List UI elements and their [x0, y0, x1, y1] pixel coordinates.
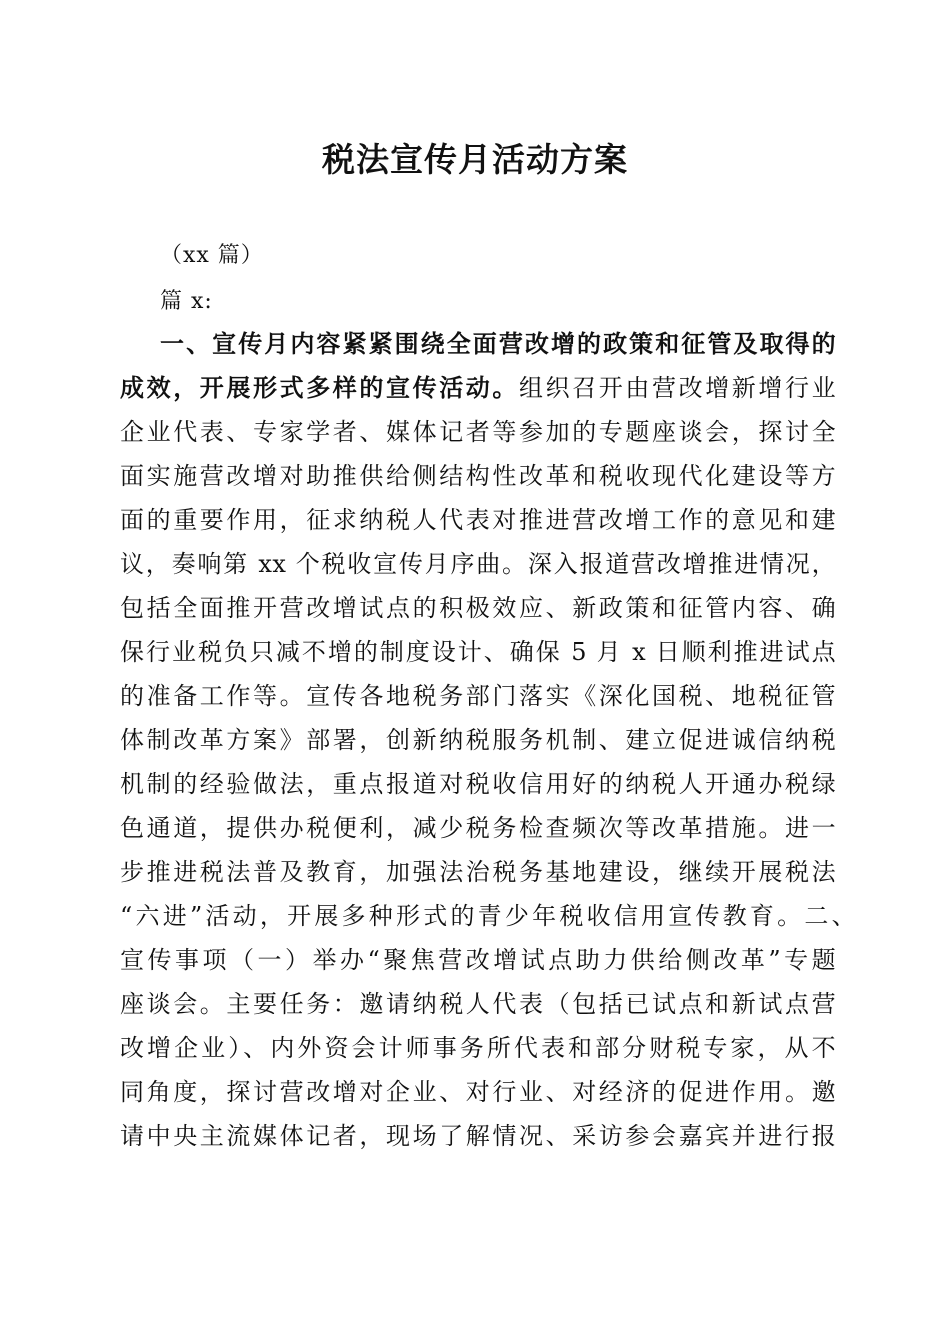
- text-line: 包括全面推开营改增试点的积极效应、新政策和征管内容、确: [120, 594, 836, 622]
- text-line: 宣传事项（一）举办“聚焦营改增试点助力供给侧改革”专题: [120, 946, 836, 974]
- section-heading: 一、宣传月内容紧紧围绕全面营改增的政策和征管及取得的: [160, 330, 836, 358]
- text-line: 企业代表、专家学者、媒体记者等参加的专题座谈会，探讨全: [120, 418, 836, 446]
- text-line: 保行业税负只减不增的制度设计、确保 5 月 x 日顺利推进试点: [120, 638, 836, 666]
- section-label: 篇 x:: [160, 289, 213, 314]
- text-line: [120, 366, 836, 410]
- text-line: “六进”活动，开展多种形式的青少年税收信用宣传教育。二、: [120, 902, 856, 930]
- text-line: 面的重要作用，征求纳税人代表对推进营改增工作的意见和建: [120, 506, 836, 534]
- text-line: 色通道，提供办税便利，减少税务检查频次等改革措施。进一: [120, 814, 836, 842]
- text-line: 面实施营改增对助推供给侧结构性改革和税收现代化建设等方: [120, 462, 836, 490]
- body-text: [120, 322, 856, 1158]
- text-span: 组织召开由营改增新增行业: [519, 374, 836, 402]
- text-line: 步推进税法普及教育，加强法治税务基地建设，继续开展税法: [120, 858, 836, 886]
- document-subtitle: （xx 篇）: [160, 243, 264, 268]
- document-title: 税法宣传月活动方案: [322, 140, 628, 179]
- text-line: 机制的经验做法，重点报道对税收信用好的纳税人开通办税绿: [120, 770, 836, 798]
- text-line: 改增企业）、内外资会计师事务所代表和部分财税专家，从不: [120, 1034, 836, 1062]
- text-line: 同角度，探讨营改增对企业、对行业、对经济的促进作用。邀: [120, 1078, 836, 1106]
- text-line: 体制改革方案》部署，创新纳税服务机制、建立促进诚信纳税: [120, 726, 836, 754]
- text-line: 请中央主流媒体记者，现场了解情况、采访参会嘉宾并进行报: [120, 1122, 836, 1150]
- section-heading-continued: 成效，开展形式多样的宣传活动。: [120, 374, 519, 402]
- text-line: 座谈会。主要任务：邀请纳税人代表（包括已试点和新试点营: [120, 990, 836, 1018]
- text-line: 议，奏响第 xx 个税收宣传月序曲。深入报道营改增推进情况，: [120, 550, 836, 578]
- text-line: 的准备工作等。宣传各地税务部门落实《深化国税、地税征管: [120, 682, 836, 710]
